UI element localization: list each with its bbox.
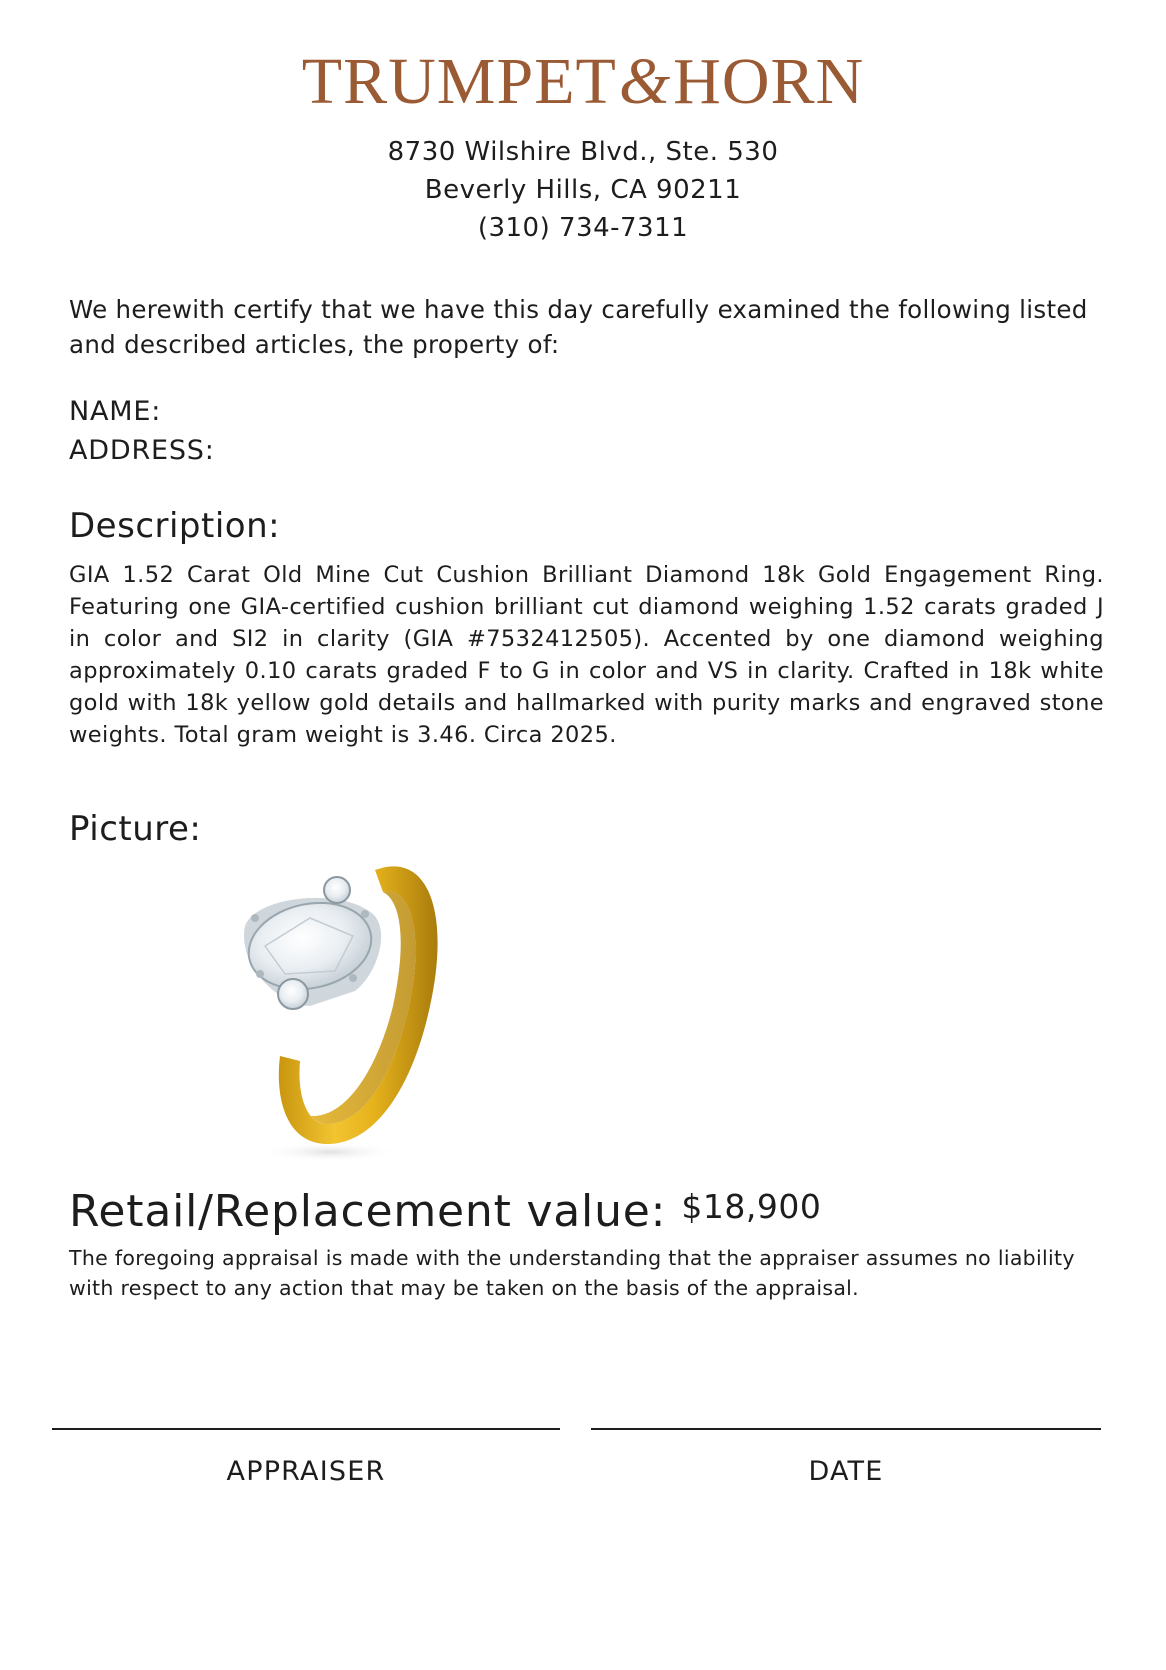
name-label: NAME: xyxy=(69,396,162,427)
appraiser-label: APPRAISER xyxy=(226,1456,386,1487)
brand-name-right: HORN xyxy=(673,45,865,118)
side-diamond-bottom xyxy=(278,979,308,1009)
prong xyxy=(256,970,264,978)
ring-shadow xyxy=(260,1142,400,1162)
brand-ampersand: & xyxy=(618,45,672,118)
valuation-amount: $18,900 xyxy=(681,1187,822,1226)
ring-photo xyxy=(225,856,485,1166)
brand-logo xyxy=(0,46,1166,118)
description-body: GIA 1.52 Carat Old Mine Cut Cushion Brilliant Diamond 18k Gold Engagement Ring. Featuring one GIA-certified cushion brilliant cut diamond weighing 1.52 carats graded J in color and SI2 in clarity (GIA #7532412505). Accented by one diamond weighing approximately 0.10 carats graded F to G in color and VS in clarity. Crafted in 18k white gold with 18k yellow gold details and hallmarked with purity marks and engraved stone weights. Total gram weight is 3.46. Circa 2025. xyxy=(69,562,1104,748)
owner-fields xyxy=(69,392,215,470)
brand-name-left: TRUMPET xyxy=(301,45,617,118)
valuation-label: Retail/Replacement value: xyxy=(69,1186,667,1237)
address-street: 8730 Wilshire Blvd., Ste. 530 xyxy=(387,137,779,167)
date-signature-line xyxy=(591,1428,1101,1430)
ring-illustration xyxy=(225,856,485,1166)
certification-statement: We herewith certify that we have this day carefully examined the following listed and described articles, the property of: xyxy=(69,295,1088,359)
address-city: Beverly Hills, CA 90211 xyxy=(424,175,742,205)
prong xyxy=(251,914,259,922)
company-phone: (310) 734-7311 xyxy=(477,213,689,243)
disclaimer-text: The foregoing appraisal is made with the understanding that the appraiser assumes no liability with respect to any action that may be taken on the basis of the appraisal. xyxy=(69,1246,1075,1300)
date-label: DATE xyxy=(808,1456,884,1487)
appraiser-signature-line xyxy=(52,1428,560,1430)
prong xyxy=(349,974,357,982)
description-heading: Description: xyxy=(69,506,281,546)
valuation-row xyxy=(69,1185,821,1239)
address-label: ADDRESS: xyxy=(69,435,215,466)
prong xyxy=(361,910,369,918)
side-diamond-top xyxy=(324,877,350,903)
picture-heading: Picture: xyxy=(69,809,202,849)
company-address xyxy=(0,133,1166,247)
